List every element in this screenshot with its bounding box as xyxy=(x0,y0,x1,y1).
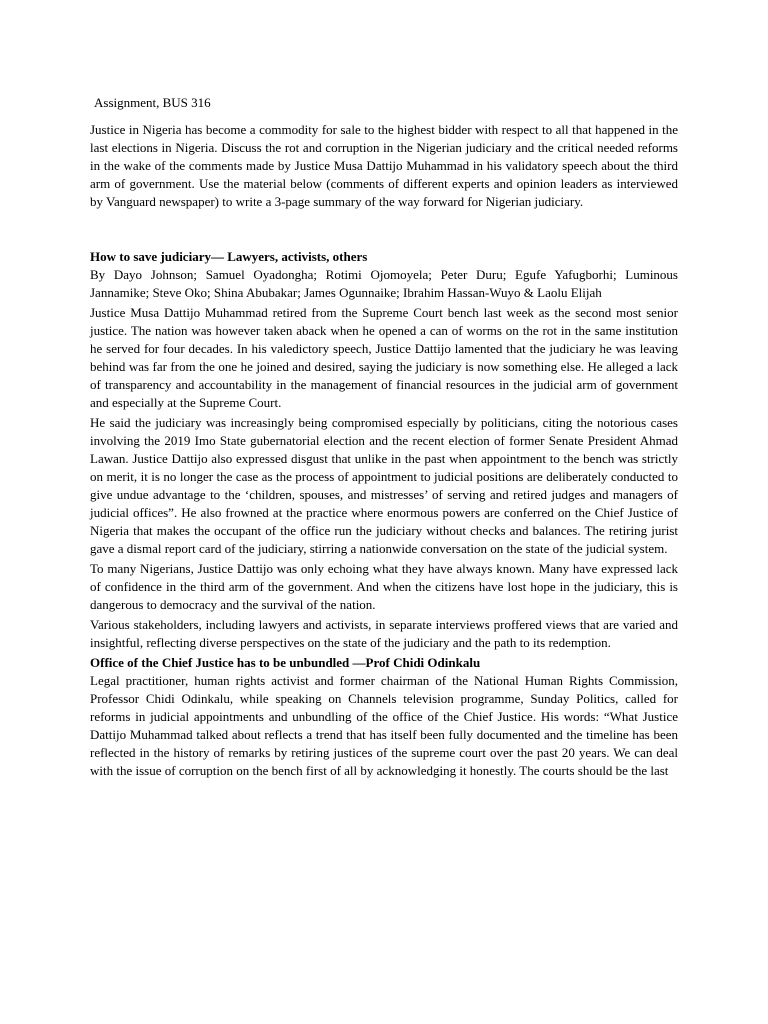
document-page xyxy=(90,94,678,782)
article-heading: How to save judiciary— Lawyers, activists, others xyxy=(90,249,368,264)
article-paragraph-3: To many Nigerians, Justice Dattijo was only echoing what they have always known. Many have expressed lack of confidence in the third arm of the government. And when the citizens have lost hope in the judiciary, this is dangerous to democracy and the survival of the nation. xyxy=(90,561,678,612)
article-paragraph-4: Various stakeholders, including lawyers and activists, in separate interviews proffered views that are varied and insightful, reflecting diverse perspectives on the state of the judiciary and the path to its redemption. xyxy=(90,617,678,650)
article-paragraph-2: He said the judiciary was increasingly being compromised especially by politicians, citing the notorious cases involving the 2019 Imo State gubernatorial election and the recent election of former Senate President Ahmad Lawan. Justice Dattijo also expressed disgust that unlike in the past when appointment to the bench was strictly on merit, it is no longer the case as the process of appointment to judicial positions are deliberately conducted to give undue advantage to the ‘children, spouses, and mistresses’ of serving and retired judges and managers of judicial offices”. He also frowned at the practice where enormous powers are conferred on the Chief Justice of Nigeria that makes the occupant of the office run the judiciary without checks and balances. The retiring jurist gave a dismal report card of the judiciary, stirring a nationwide conversation on the state of the judicial system. xyxy=(90,415,678,556)
article-paragraph-1: Justice Musa Dattijo Muhammad retired from the Supreme Court bench last week as the second most senior justice. The nation was however taken aback when he opened a can of worms on the rot in the same institution he served for four decades. In his valedictory speech, Justice Dattijo lamented that the judiciary he was leaving behind was far from the one he joined and desired, saying the judiciary is now something else. He alleged a lack of transparency and accountability in the management of financial resources in the judicial arm of government and especially at the Supreme Court. xyxy=(90,305,678,410)
article-closing-paragraph: Legal practitioner, human rights activist and former chairman of the National Human Rights Commission, Professor Chidi Odinkalu, while speaking on Channels television programme, Sunday Politics, called for reforms in judicial appointments and unbundling of the office of the Chief Justice. His words: “What Justice Dattijo Muhammad talked about reflects a trend that has itself been fully documented and the timeline has been reflected in the history of remarks by retiring justices of the supreme court over the past 20 years. We can deal with the issue of corruption on the bench first of all by acknowledging it honestly. The courts should be the last xyxy=(90,673,678,778)
article-byline: By Dayo Johnson; Samuel Oyadongha; Rotimi Ojomoyela; Peter Duru; Egufe Yafugborhi; Luminous Jannamike; Steve Oko; Shina Abubakar; James Ogunnaike; Ibrahim Hassan-Wuyo & Laolu Elijah xyxy=(90,267,678,300)
intro-paragraph: Justice in Nigeria has become a commodity for sale to the highest bidder with respect to all that happened in the last elections in Nigeria. Discuss the rot and corruption in the Nigerian judiciary and the critical needed reforms in the wake of the comments made by Justice Musa Dattijo Muhammad in his validatory speech about the third arm of government. Use the material below (comments of different experts and opinion leaders as interviewed by Vanguard newspaper) to write a 3-page summary of the way forward for Nigerian judiciary. xyxy=(90,122,678,209)
section-spacer xyxy=(90,213,678,248)
assignment-title: Assignment, BUS 316 xyxy=(94,95,211,110)
article-subheading: Office of the Chief Justice has to be unbundled —Prof Chidi Odinkalu xyxy=(90,655,481,670)
